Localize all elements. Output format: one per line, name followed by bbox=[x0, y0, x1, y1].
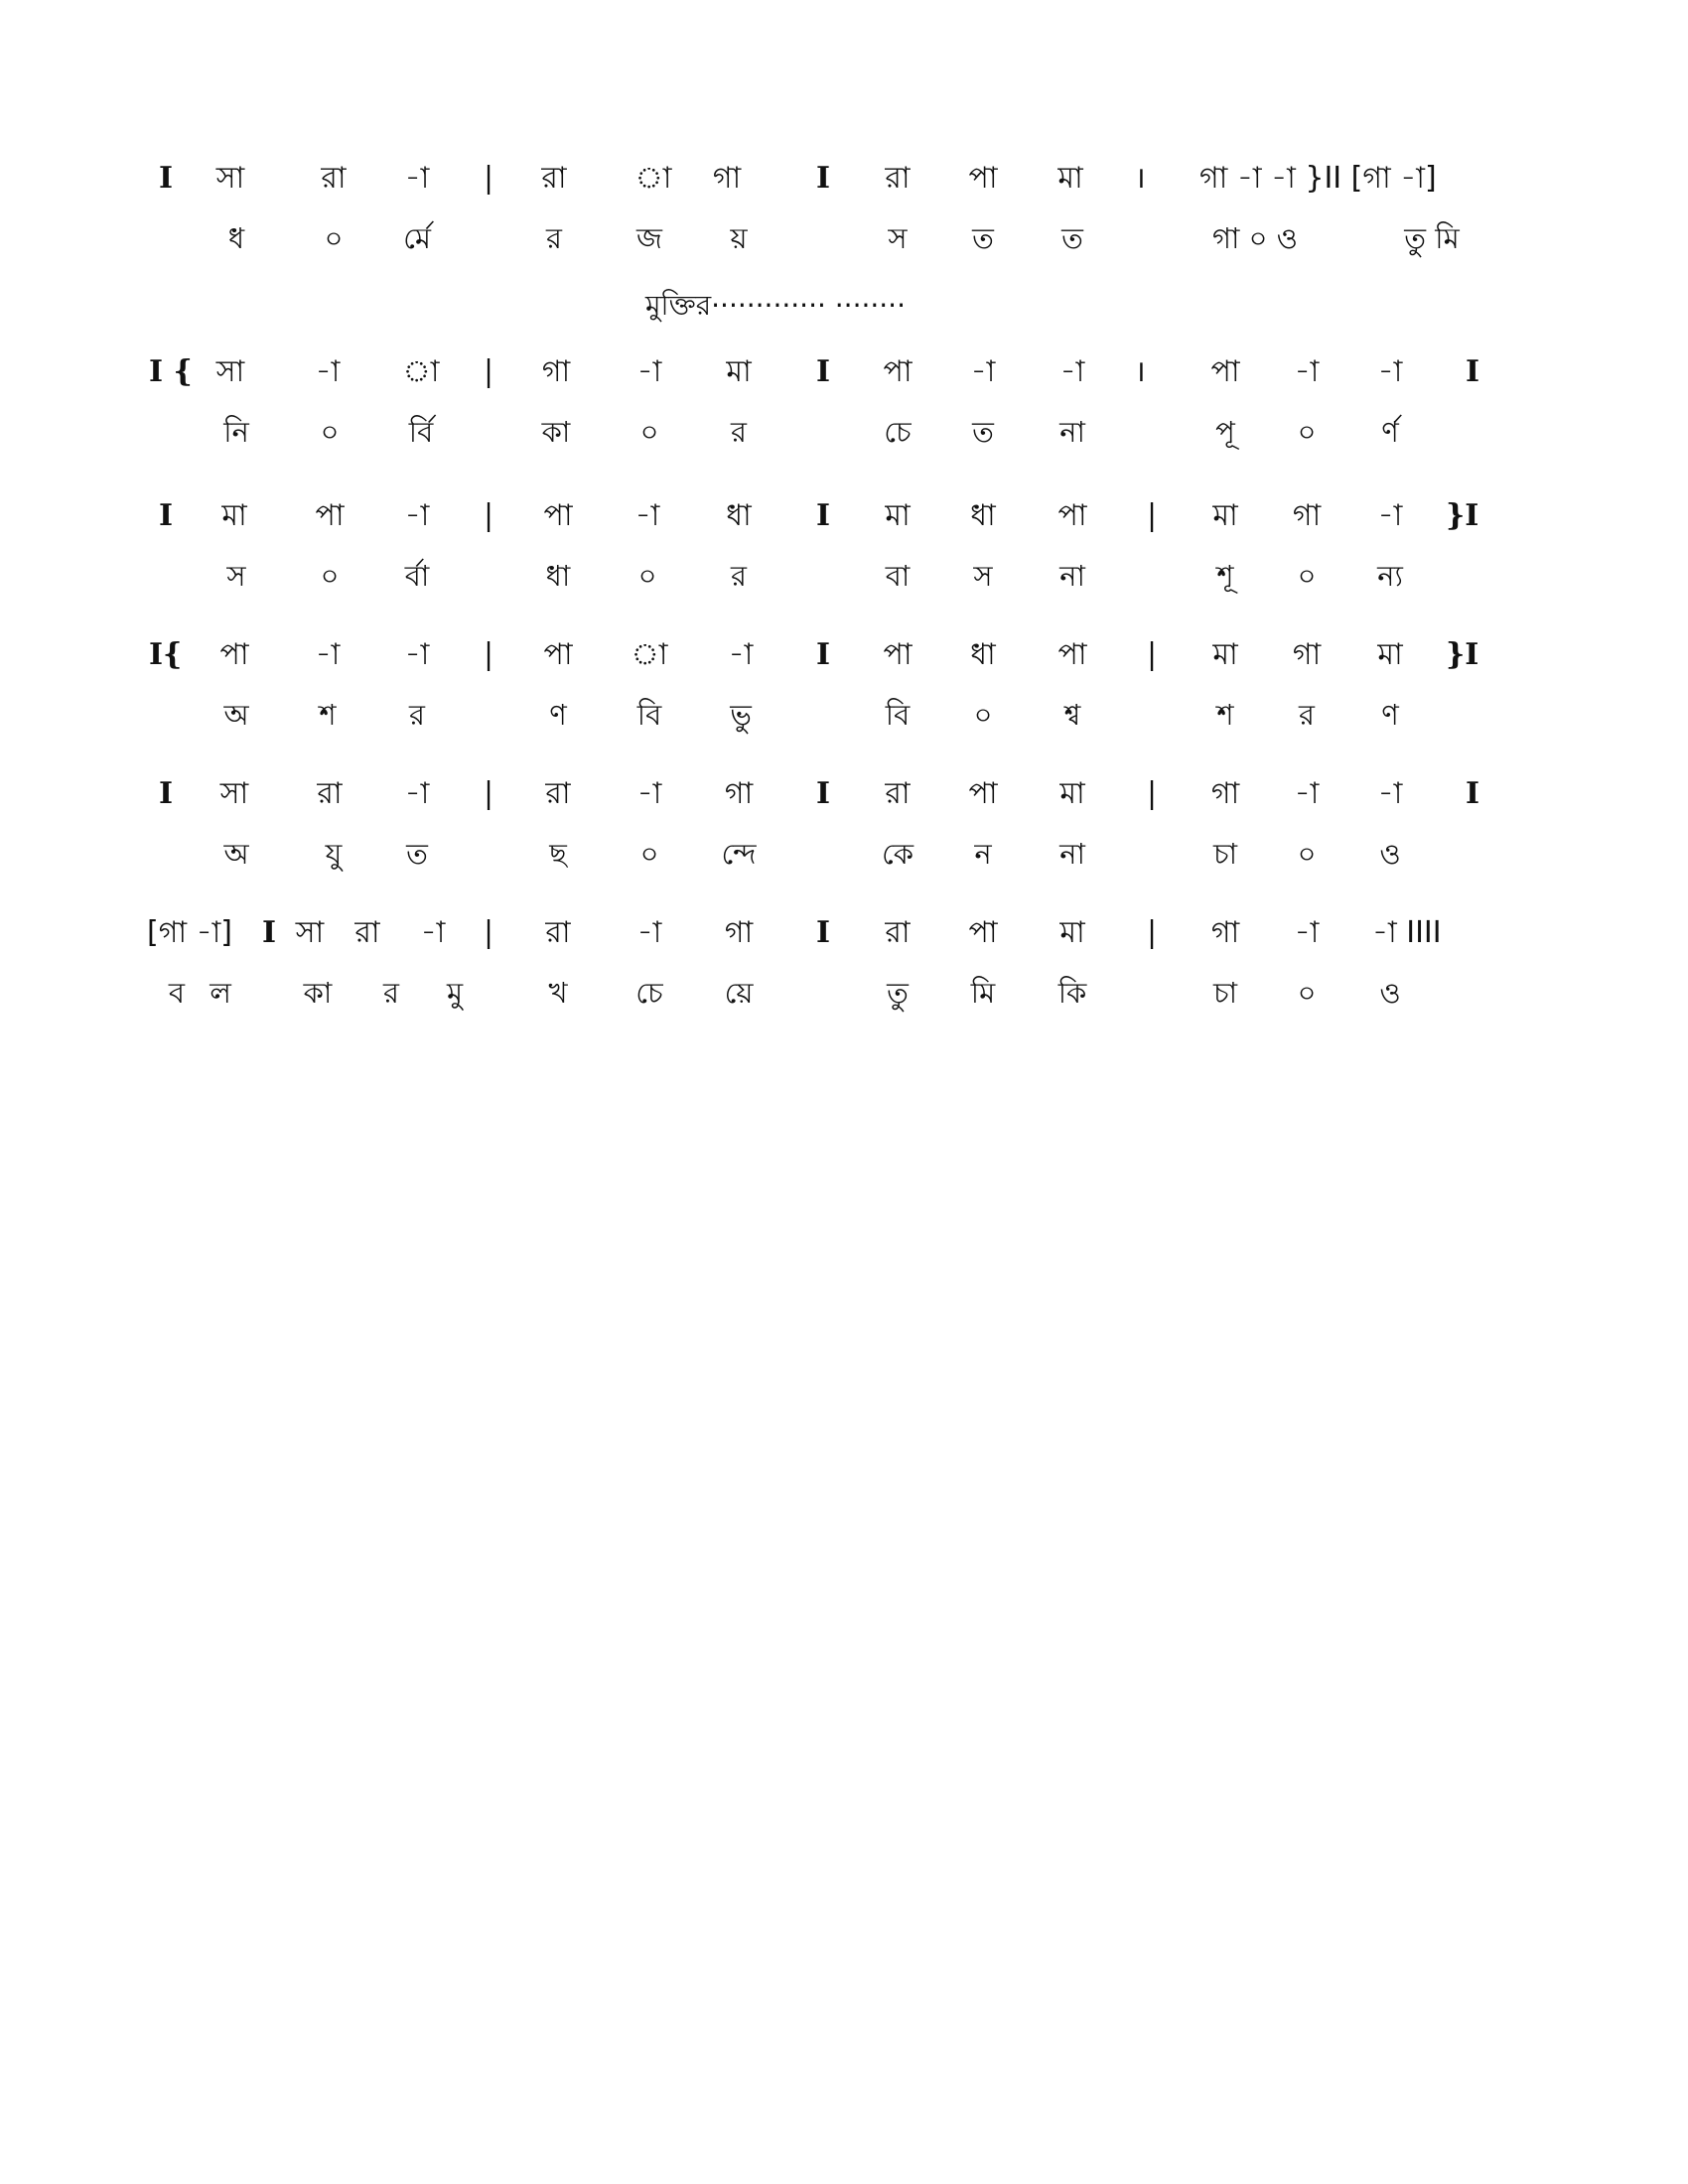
bar-marker: I bbox=[816, 776, 831, 811]
lyric-syllable: অ bbox=[223, 837, 249, 871]
swara: রা bbox=[354, 915, 380, 950]
lyric-syllable: খ bbox=[548, 976, 568, 1010]
lyric-syllable: শ্ব bbox=[1063, 698, 1081, 732]
lyric-syllable: কা bbox=[541, 415, 571, 449]
swara-line bbox=[0, 635, 1688, 695]
swara: গা bbox=[712, 161, 742, 196]
swara: -া bbox=[634, 498, 660, 533]
swara: গা bbox=[1210, 915, 1240, 950]
swara: মা bbox=[1212, 498, 1238, 533]
swara: পা bbox=[1057, 637, 1087, 672]
lyric-syllable: মি bbox=[970, 976, 996, 1010]
swara: মা bbox=[885, 498, 911, 533]
swara: -া bbox=[404, 776, 430, 811]
beat-divider: | bbox=[1146, 498, 1158, 533]
lyric-syllable: স bbox=[973, 559, 993, 593]
lyric-syllable: শূ bbox=[1216, 559, 1234, 593]
swara: মা bbox=[1212, 637, 1238, 672]
beat-divider: । bbox=[1134, 161, 1146, 196]
swara: গা bbox=[541, 354, 571, 389]
swara: রা bbox=[885, 915, 911, 950]
lyric-syllable: অ bbox=[223, 698, 249, 732]
bar-marker: }I bbox=[1446, 637, 1479, 672]
swara: পা bbox=[968, 161, 998, 196]
swara: -া bbox=[1377, 354, 1403, 389]
lyric-syllable: ণ bbox=[549, 698, 567, 732]
bar-marker: I bbox=[1466, 776, 1480, 811]
swara-group: গা -া -া }II [গা -া] bbox=[1199, 161, 1437, 196]
lyric-syllable: বি bbox=[636, 698, 662, 732]
bar-marker: I bbox=[816, 161, 831, 196]
lyric-syllable: নি bbox=[223, 415, 249, 449]
lyric-syllable: শ bbox=[319, 698, 337, 732]
lyric-syllable: র bbox=[731, 559, 747, 593]
beat-divider: | bbox=[483, 915, 494, 950]
lyric-syllable: ধ bbox=[227, 221, 245, 255]
swara: গা bbox=[724, 776, 754, 811]
lyric-line bbox=[0, 973, 1688, 1032]
swara: পা bbox=[219, 637, 249, 672]
lyric-syllable: ব bbox=[168, 976, 186, 1010]
lyric-syllable: ল bbox=[210, 976, 231, 1010]
beat-divider: | bbox=[483, 354, 494, 389]
bar-marker: I bbox=[816, 498, 831, 533]
lyric-syllable: র bbox=[1299, 698, 1315, 732]
lyric-syllable: কা bbox=[303, 976, 333, 1010]
lyric-syllable: যু bbox=[325, 837, 343, 871]
swara-line bbox=[0, 496, 1688, 556]
swara: রা bbox=[541, 161, 567, 196]
beat-divider: । bbox=[1134, 354, 1146, 389]
swara: গা bbox=[1210, 776, 1240, 811]
lyric-line bbox=[0, 412, 1688, 472]
swara: -া bbox=[404, 161, 430, 196]
swara: গা bbox=[724, 915, 754, 950]
lyric-syllable: না bbox=[1059, 559, 1085, 593]
swara: া bbox=[631, 637, 668, 672]
bar-marker: I bbox=[816, 637, 831, 672]
lyric-syllable: মু bbox=[446, 976, 464, 1010]
swara: -া bbox=[636, 776, 662, 811]
swara: -া bbox=[1294, 354, 1320, 389]
lyric-line bbox=[0, 834, 1688, 893]
lyric-syllable: র bbox=[731, 415, 747, 449]
swara: পা bbox=[543, 498, 573, 533]
lyric-syllable: য়ে bbox=[724, 976, 754, 1010]
lyric-syllable: ও bbox=[1379, 976, 1401, 1010]
swara: রা bbox=[321, 161, 347, 196]
lyric-syllable: র্মে bbox=[403, 221, 431, 255]
swara-group: -া IIII bbox=[1372, 915, 1442, 950]
lyric-syllable: র্বি bbox=[408, 415, 434, 449]
swara: সা bbox=[215, 354, 245, 389]
lyric-syllable: চে bbox=[635, 976, 663, 1010]
swara: -া bbox=[636, 915, 662, 950]
lyric-syllable: র্বা bbox=[404, 559, 430, 593]
swara: রা bbox=[545, 776, 571, 811]
lyric-syllable: র bbox=[409, 698, 425, 732]
lyric-syllable: না bbox=[1059, 415, 1085, 449]
swara: মা bbox=[726, 354, 752, 389]
lyric-syllable: ন্দে bbox=[721, 837, 757, 871]
bar-marker: I bbox=[159, 498, 174, 533]
beat-divider: | bbox=[1146, 776, 1158, 811]
lyric-syllable: বা bbox=[885, 559, 911, 593]
swara: সা bbox=[295, 915, 325, 950]
lyric-syllable: ভু bbox=[730, 698, 752, 732]
swara: -া bbox=[404, 637, 430, 672]
lyric-syllable: চা bbox=[1212, 837, 1238, 871]
swara-line bbox=[0, 774, 1688, 834]
lyric-syllable: ০ bbox=[973, 698, 993, 732]
lyric-syllable: পূ bbox=[1215, 415, 1235, 449]
lyric-syllable: জ bbox=[636, 221, 662, 255]
lyric-syllable: ত bbox=[972, 415, 994, 449]
lyric-syllable: স bbox=[226, 559, 246, 593]
swara: মা bbox=[1059, 915, 1085, 950]
lyric-syllable: কে bbox=[881, 837, 914, 871]
swara: পা bbox=[315, 498, 345, 533]
swara: -া bbox=[1294, 776, 1320, 811]
swara: রা bbox=[885, 776, 911, 811]
swara: ধা bbox=[970, 498, 996, 533]
lyric-syllable: তু মি bbox=[1404, 221, 1460, 255]
lyric-syllable: ০ bbox=[1297, 415, 1317, 449]
lyric-syllable: ন bbox=[974, 837, 992, 871]
lyric-syllable: কি bbox=[1057, 976, 1087, 1010]
swara: গা bbox=[1292, 498, 1322, 533]
swara: -া bbox=[420, 915, 446, 950]
swara: পা bbox=[968, 776, 998, 811]
beat-divider: | bbox=[483, 637, 494, 672]
lyric-syllable: বি bbox=[885, 698, 911, 732]
bar-marker: I{ bbox=[149, 637, 183, 672]
lyric-syllable: ০ bbox=[639, 837, 659, 871]
swara-line bbox=[0, 352, 1688, 412]
swara: ধা bbox=[726, 498, 752, 533]
lyric-syllable: গা ০ ও bbox=[1211, 221, 1299, 255]
lyric-line bbox=[0, 695, 1688, 754]
bar-marker: I bbox=[262, 915, 277, 950]
lyric-syllable: চা bbox=[1212, 976, 1238, 1010]
swara: -া bbox=[728, 637, 754, 672]
lyric-syllable: ও bbox=[1379, 837, 1401, 871]
lyric-syllable: শ bbox=[1216, 698, 1234, 732]
lyric-line bbox=[0, 556, 1688, 615]
bar-marker: I bbox=[1466, 354, 1480, 389]
lyric-syllable: ০ bbox=[1297, 837, 1317, 871]
section-caption: মুক্তির············· ········ bbox=[645, 289, 906, 322]
lyric-syllable: র bbox=[383, 976, 399, 1010]
swara: রা bbox=[885, 161, 911, 196]
swara: -া bbox=[1377, 776, 1403, 811]
lyric-syllable: স bbox=[888, 221, 908, 255]
beat-divider: | bbox=[483, 776, 494, 811]
lyric-syllable: ত bbox=[406, 837, 428, 871]
swara-line bbox=[0, 913, 1688, 973]
swara: মা bbox=[221, 498, 247, 533]
lyric-syllable: ছ bbox=[549, 837, 567, 871]
swara: সা bbox=[219, 776, 249, 811]
swara: পা bbox=[883, 354, 913, 389]
swara: রা bbox=[545, 915, 571, 950]
lyric-syllable: ০ bbox=[1297, 976, 1317, 1010]
swara: ধা bbox=[970, 637, 996, 672]
lyric-syllable: য় bbox=[730, 221, 748, 255]
lyric-syllable: র bbox=[546, 221, 562, 255]
swara-line bbox=[0, 159, 1688, 218]
swara: রা bbox=[317, 776, 343, 811]
bar-marker: I bbox=[159, 776, 174, 811]
swara: -া bbox=[1294, 915, 1320, 950]
swara: -া bbox=[315, 354, 341, 389]
lyric-syllable: র্ণ bbox=[1381, 415, 1399, 449]
lyric-syllable: ন্য bbox=[1377, 559, 1403, 593]
swara: গা bbox=[1292, 637, 1322, 672]
lyric-syllable: ত bbox=[1061, 221, 1083, 255]
swara: পা bbox=[1210, 354, 1240, 389]
lyric-syllable: ০ bbox=[324, 221, 344, 255]
lyric-syllable: তু bbox=[887, 976, 909, 1010]
swara: া bbox=[634, 161, 672, 196]
beat-divider: | bbox=[1146, 915, 1158, 950]
lyric-syllable: না bbox=[1059, 837, 1085, 871]
swara: া bbox=[402, 354, 440, 389]
lyric-syllable: চে bbox=[884, 415, 912, 449]
lyric-syllable: ০ bbox=[637, 559, 657, 593]
swara: পা bbox=[1057, 498, 1087, 533]
lyric-syllable: ০ bbox=[1297, 559, 1317, 593]
swara: মা bbox=[1377, 637, 1403, 672]
lyric-syllable: ০ bbox=[639, 415, 659, 449]
swara: পা bbox=[883, 637, 913, 672]
swara: -া bbox=[1377, 498, 1403, 533]
bar-marker: I bbox=[816, 915, 831, 950]
swara: -া bbox=[636, 354, 662, 389]
lyric-line bbox=[0, 218, 1688, 278]
lyric-syllable: ০ bbox=[320, 415, 340, 449]
swara: -া bbox=[970, 354, 996, 389]
swara: পা bbox=[543, 637, 573, 672]
swara: -া bbox=[404, 498, 430, 533]
bar-marker: }I bbox=[1446, 498, 1479, 533]
beat-divider: | bbox=[1146, 637, 1158, 672]
swara: পা bbox=[968, 915, 998, 950]
swara: মা bbox=[1059, 776, 1085, 811]
lyric-syllable: ণ bbox=[1381, 698, 1399, 732]
swara: -া bbox=[1059, 354, 1085, 389]
swara: সা bbox=[215, 161, 245, 196]
bar-marker: I bbox=[816, 354, 831, 389]
bar-marker: I { bbox=[149, 354, 193, 389]
lyric-syllable: ধা bbox=[545, 559, 571, 593]
beat-divider: | bbox=[483, 498, 494, 533]
bar-marker: I bbox=[159, 161, 174, 196]
swara-group: [গা -া] bbox=[147, 915, 233, 950]
swara: -া bbox=[315, 637, 341, 672]
beat-divider: | bbox=[483, 161, 494, 196]
swara: মা bbox=[1057, 161, 1083, 196]
lyric-syllable: ত bbox=[972, 221, 994, 255]
lyric-syllable: ০ bbox=[320, 559, 340, 593]
